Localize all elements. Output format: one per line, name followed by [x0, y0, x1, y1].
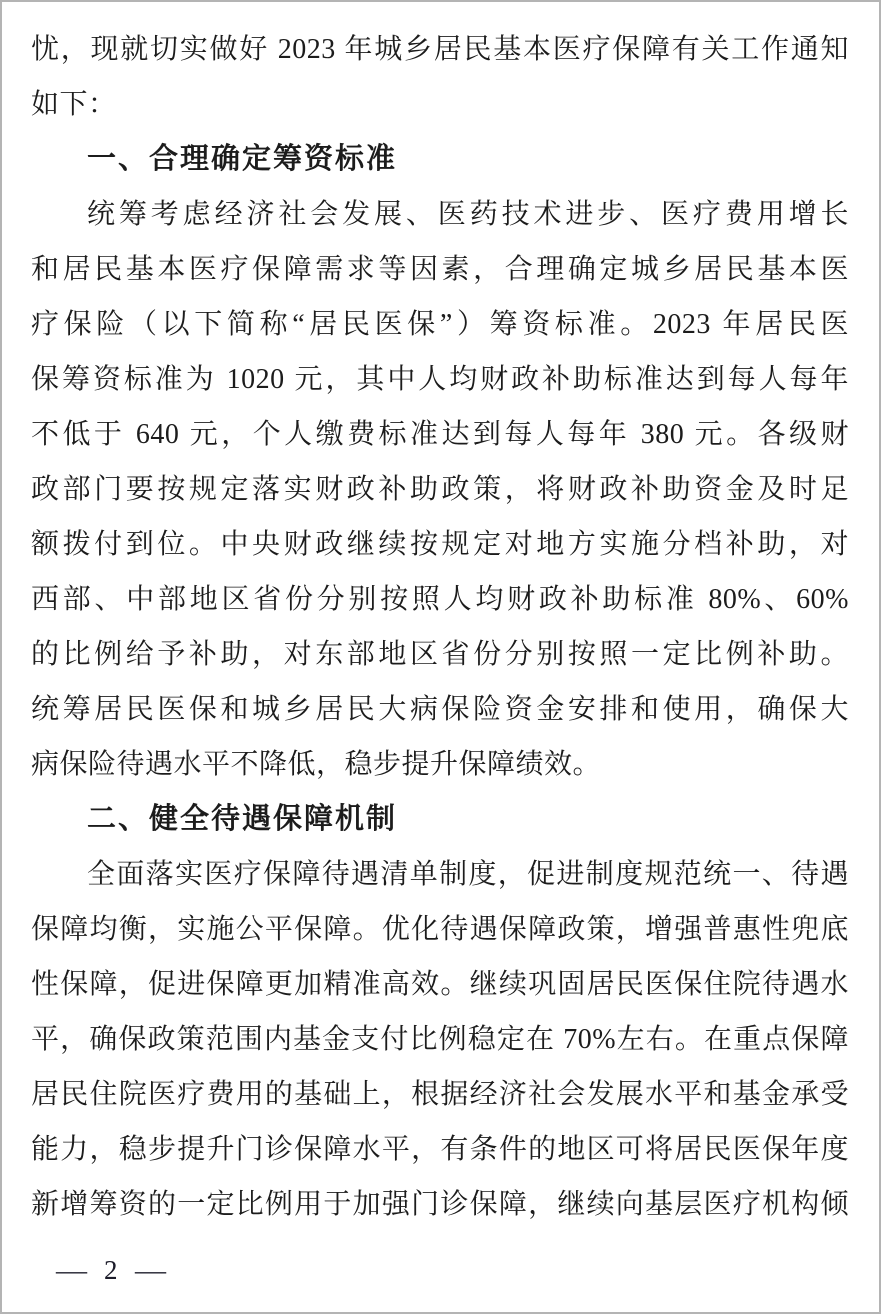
text-line: 统筹考虑经济社会发展、医药技术进步、医疗费用增长 [87, 199, 849, 230]
text-line: 性保障，促进保障更加精准高效。继续巩固居民医保住院待遇水 [31, 969, 849, 1000]
text-line: 的比例给予补助，对东部地区省份分别按照一定比例补助。 [31, 639, 849, 670]
text-line: 政部门要按规定落实财政补助政策，将财政补助资金及时足 [31, 474, 849, 505]
document-body [31, 22, 849, 1232]
text-line: 疗保险（以下简称“居民医保”）筹资标准。2023 年居民医 [31, 309, 849, 340]
text-line: 统筹居民医保和城乡居民大病保险资金安排和使用，确保大 [31, 694, 849, 725]
section-heading: 二、健全待遇保障机制 [87, 803, 398, 835]
text-line: 新增筹资的一定比例用于加强门诊保障，继续向基层医疗机构倾 [31, 1189, 849, 1220]
text-line: 全面落实医疗保障待遇清单制度，促进制度规范统一、待遇 [87, 859, 849, 890]
text-line: 能力，稳步提升门诊保障水平，有条件的地区可将居民医保年度 [31, 1134, 849, 1165]
text-line: 居民住院医疗费用的基础上，根据经济社会发展水平和基金承受 [31, 1079, 849, 1110]
text-line: 和居民基本医疗保障需求等因素，合理确定城乡居民基本医 [31, 254, 849, 285]
text-line: 额拨付到位。中央财政继续按规定对地方实施分档补助，对 [31, 529, 849, 560]
text-line: 西部、中部地区省份分别按照人均财政补助标准 80%、60% [31, 584, 849, 615]
section-heading: 一、合理确定筹资标准 [87, 143, 398, 175]
text-line: 保筹资标准为 1020 元，其中人均财政补助标准达到每人每年 [31, 364, 849, 395]
text-line: 如下： [31, 89, 117, 120]
footer-dash-right: — [134, 1255, 166, 1285]
text-line: 病保险待遇水平不降低，稳步提升保障绩效。 [31, 749, 602, 780]
page-footer [55, 1255, 166, 1286]
page-number: 2 [104, 1255, 118, 1285]
text-line: 不低于 640 元，个人缴费标准达到每人每年 380 元。各级财 [31, 419, 849, 450]
text-line: 保障均衡，实施公平保障。优化待遇保障政策，增强普惠性兜底 [31, 914, 849, 945]
text-line: 忧，现就切实做好 2023 年城乡居民基本医疗保障有关工作通知 [31, 34, 849, 65]
footer-dash-left: — [55, 1255, 88, 1285]
text-line: 平，确保政策范围内基金支付比例稳定在 70%左右。在重点保障 [31, 1024, 849, 1055]
